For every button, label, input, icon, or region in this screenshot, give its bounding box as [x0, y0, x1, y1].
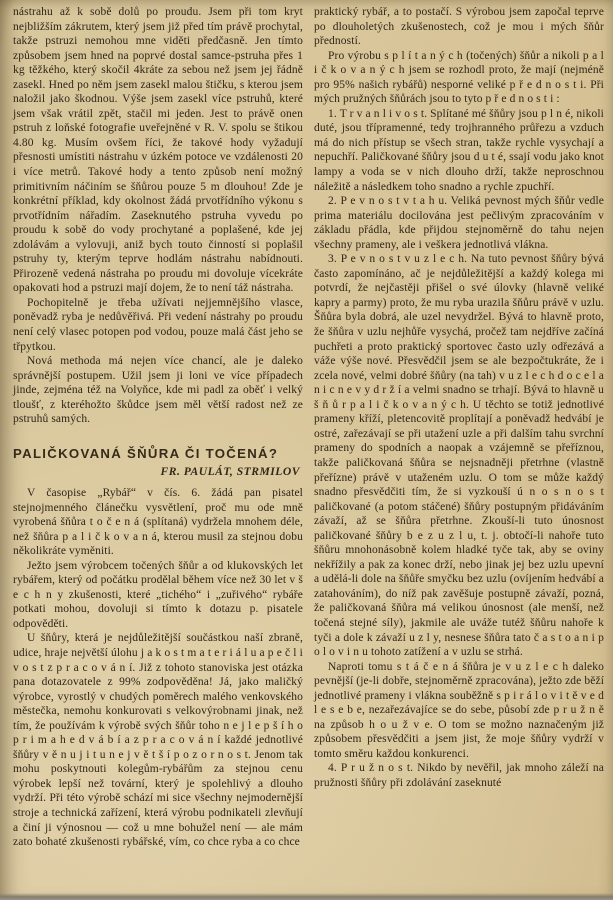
paragraph: Pochopitelně je třeba užívati nejjemnějšího vlasce, poněvadž ryba je nedůvěřivá. Při vedení nástrahy po proudu není celý vlasec potopen pod vodou, pouze malá část jeho se třpytkou.: [13, 296, 303, 353]
article-byline: FR. PAULÁT, STRMILOV: [160, 465, 300, 479]
paragraph: nástrahu až k sobě dolů po proudu. Jsem při tom kryt nejbližším zákrutem, který jsem již před tím právě prochytal, takže pstruzi nemohou mne viděti předčasně. Jen tímto způsobem jsem hned na poprvé dostal samce-pstruha přes 1 kg těžkého, který skočil 4kráte za sebou než jsem jej řádně zasekl. Hned po něm jsem zasekl malou štičku, s kterou jsem naložil jako škodnou. Výše jsem zasekl více pstruhů, které jsem však vrátil zpět, stačil mi jeden. Jest to právě onen pstruh z loňské fotografie uveřejněné v R. V. spolu se štikou 4.80 kg. Musím ovšem říci, že takové hody vyžadují přesnosti umístiti nástrahu v úzkém potoce ve vzdálenosti 20 i více metrů. Takové hody a tento způsob není možný primitivním náčiním se šňůrou pouze 5 m dlouhou! Zde je konkrétní příklad, kdy okolnost žádá prvotřídního výkonu s prvotřídním nářadím. Zaseknutého pstruha vyvedu po proudu k sobě do vody prochytané a poplašené, kde jej zdolávám a vylovuji, aniž bych touto činností si poplašil pstruhy ty, kterým teprve hodlám nástrahu nabídnouti. Přirozeně vedená nástraha po proudu mi dovoluje vícekráte opakovati hod a pstruzi mají dojem, že to není táž nástraha.: [13, 6, 303, 295]
paragraph: praktický rybář, a to postačí. S výrobou jsem započal teprve po dlouholetých zkušenostech, což je mou i mých šňůr předností.: [314, 6, 604, 48]
right-column: [314, 5, 604, 850]
paragraph: V časopise „Rybář“ v čís. 6. žádá pan pisatel stejnojmenného článečku vysvětlení, proč mu ode mně vyrobená šňůra t o č e n á (splítaná) vydržela mnohem déle, než šňůra p a l i č k o v a n á, kterou musil za stejnou dobu několikráte vyměniti.: [13, 486, 303, 558]
paragraph: 1. T r v a n l i v o s t. Splítané mé šňůry jsou p l n é, nikoli duté, jsou třípramenné, tedy trojhranného průřezu a vzduch má do nich přístup se všech stran, takže rychle vysychají a nepuchří. Paličkované šňůry jsou d u t é, ssají vodu jako knot lampy a voda se v nich dlouho drží, takže neproschnou náležitě a následkem toho snadno a rychle zpuchří.: [314, 107, 604, 193]
paragraph: U šňůry, která je nejdůležitější součástkou naší zbraně, udice, hraje největší úlohu j a k o s t m a t e r i á l u a p e č l i v o s t z p r a c o v á n í. Již z tohoto stanoviska jest otázka pana dotazovatele z 99% zodpověděna! Já, jako maličký výrobce, vyrostlý v chudých poměrech malého venkovského městečka, nemohu konkurovati s velkovýrobnami jinak, než tím, že používám k výrobě svých šňůr toho n e j l e p š í h o p r i m a h e d v á b í a z p r a c o v á n í každé jednotlivé šňůry v ě n u j i t u n e j v ě t š í p o z o r n o s t. Jenom tak mohu poskytnouti kolegům-rybářům za stejnou cenu výrobek lepší než tovární, který je spolehlivý a dlouho vydrží. Při této výrobě schází mi sice všechny nejmodernější stroje a technická zařízení, která výrobu podnikateli zlevňují a činí ji výnosnou — což u mne bohužel není — ale mám zato bohaté zkušenosti rybářské, vím, co chce ryba a co chce: [13, 632, 303, 849]
paragraph: Naproti tomu s t á č e n á šňůra je v u z l e c h daleko pevnější (je-li dobře, stejnoměrně zpracována), ježto zde běží jednotlivé prameny i vlákna souběžně s p i r á l o v i t ě v e d l e s e b e, nezařezávajíce se do sebe, působí zde p r u ž n ě na způsob h o u ž v e. O tom se možno naznačeným již způsobem přesvědčiti a jsem jist, že moje šňůry vydrží v tomto směru každou konkurenci.: [314, 660, 605, 760]
left-column: [13, 5, 303, 850]
paragraph: Ježto jsem výrobcem točených šňůr a od klukovských let rybářem, který od počátku prodělal během více než 30 let v š e c h n y zkušenosti, které „tichého“ i „zuřivého“ rybáře potkati mohou, dovoluji si tímto k dotazu p. pisatele odpověděti.: [13, 559, 303, 630]
paragraph: 3. P e v n o s t v u z l e c h. Na tuto pevnost šňůry bývá často zapomínáno, ač je nejdůležitější a každý kolega mi potvrdí, že nejčastěji přišel o své úlovky (hlavně veliké kapry a parmy) proto, že mu ryba urazila šňůru právě v uzlu. Šňůra byla dobrá, ale uzel nevydržel. Bývá to hlavně proto, že šňůra v uzlu nejhůře vysychá, pročež tam nejdříve začíná puchřeti a proto praktický sportovec často uzly odřezává a váže výše nové. Přesvědčil jsem se ale bezpočtukráte, že i zcela nové, velmi dobré šňůry (na tah) v u z l e c h d o c e l a n i c n e v y d r ž í a velmi snadno se trhají. Bývá to hlavně u š ň ů r p a l i č k o v a n ý c h. U těchto se totiž jednotlivé prameny kříží, pletencovitě proplítají a poněvadž hedvábí je ostré, zařezávají se při utažení uzle a při dalším tahu svrchní prameny do spodních a naopak a vzájemně se přeříznou, takže paličkovaná šňůra se nejsnadněji přetrhne (vlastně přeřízne) právě v utaženém uzlu. O tom se může každý snadno přesvědčiti tím, že si vyzkouší ú n o s n o s t paličkované (a potom stáčené) šňůry postupným přidáváním závaží, až se šňůra přetrhne. Zkouší-li tuto únosnost paličkované šňůry b e z u z l u, t. j. obtočí-li nahoře tuto šňůru mnohonásobně kolem hladké tyče tak, aby se oviny nekřížily a pak za konec drží, nebo jinak jej bez uzlu upevní a udělá-li dole na šňůře smyčku bez uzlu (ovíjením hedvábí a zatahováním), do níž pak zavěšuje postupně závaží, pozná, že paličkovaná šňůra má velikou únosnost (ale menší, než točená stejné síly), jakmile ale uváže tutéž šňůru nahoře k tyči a dole k závaží u z l y, nesnese šňůra tato č a s t o a n i p o l o v i n u tohoto zatížení a v uzlu se strhá.: [314, 253, 604, 659]
paragraph: 2. P e v n o s t v t a h u. Veliká pevnost mých šňůr vedle prima materiálu docilována jest pečlivým zpracováním v základu přádla, kde přijdou stejnoměrně do tahu nejen všechny prameny, ale i veškera jednotlivá vlákna.: [314, 195, 604, 251]
paragraph: Pro výrobu s p l í t a n ý c h (točených) šňůr a nikoli p a l i č k o v a n ý c h jsem se rozhodl proto, že mají (nejméně pro 95% našich rybářů) nesporné veliké p ř e d n o s t i. Při mých pružných šňůrách jsou to tyto p ř e d n o s t i :: [314, 49, 604, 106]
paragraph: 4. P r u ž n o s t. Nikdo by nevěřil, jak mnoho záleží na pružnosti šňůry při zdolávání zaseknuté: [314, 762, 604, 789]
paragraph: Nová methoda má nejen více chancí, ale je daleko správnější postupem. Užil jsem ji loni ve více případech jinde, zejména též na Volyňce, kde mi padl za oběť i velký tloušť, z kteréhožto škůdce jsem měl větší radost než ze pstruhů samých.: [13, 355, 303, 426]
article-heading: PALIČKOVANÁ ŠŇŮRA ČI TOČENÁ?: [13, 445, 279, 461]
page-bottom-edge: [0, 893, 613, 900]
